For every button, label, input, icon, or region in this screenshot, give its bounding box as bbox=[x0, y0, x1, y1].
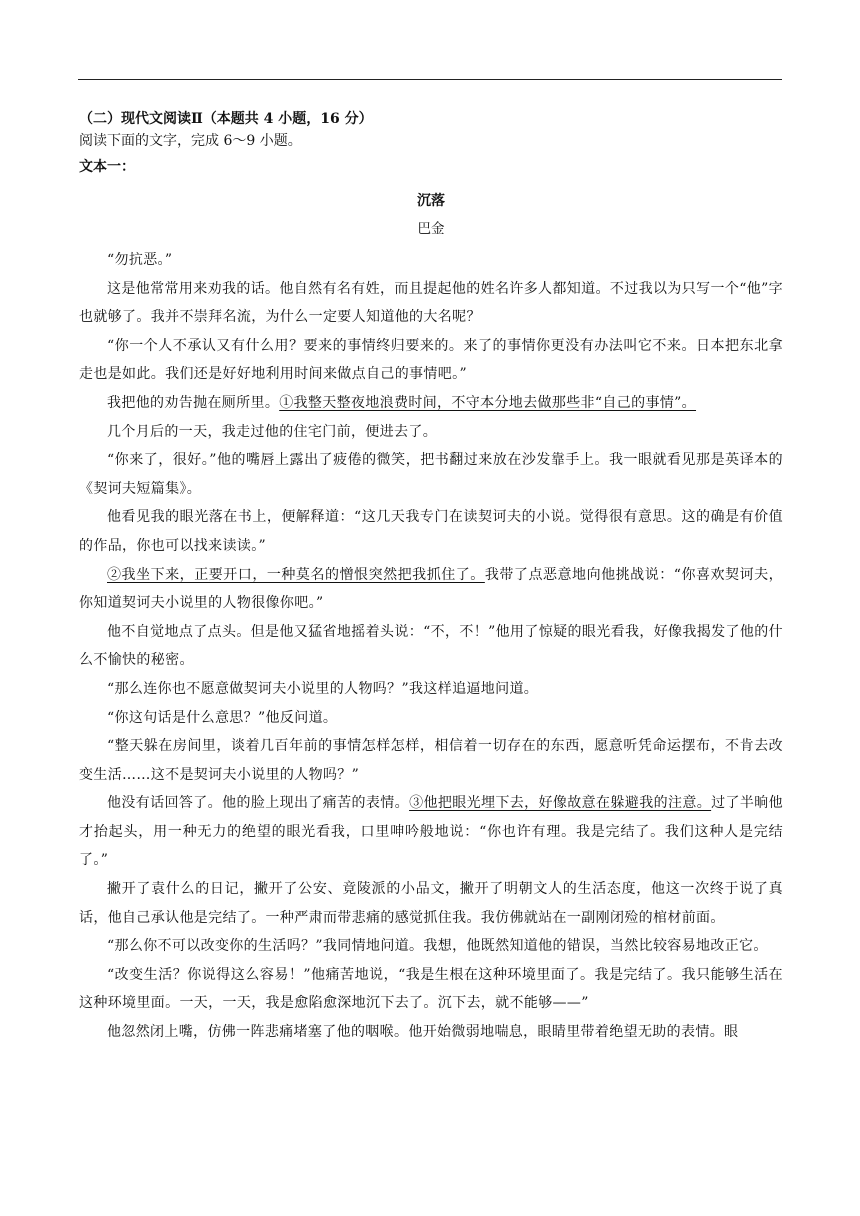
paragraph: “整天躲在房间里，谈着几百年前的事情怎样怎样，相信着一切存在的东西，愿意听凭命运摆布，不肯去改变生活……这不是契诃夫小说里的人物吗？” bbox=[79, 738, 783, 783]
header-rule bbox=[78, 79, 782, 80]
reading-instruction: 阅读下面的文字，完成 6～9 小题。 bbox=[79, 133, 302, 149]
paragraph: 他不自觉地点了点头。但是他又猛省地摇着头说：“不，不！”他用了惊疑的眼光看我，好像我揭发了他的什么不愉快的秘密。 bbox=[79, 623, 783, 669]
paragraph: “你一个人不承认又有什么用？要来的事情终归要来的。来了的事情你更没有办法叫它不来。日本把东北拿走也是如此。我们还是好好地利用时间来做点自己的事情吧。” bbox=[79, 337, 783, 383]
paragraph bbox=[79, 789, 783, 875]
paragraph: “你来了，很好。”他的嘴唇上露出了疲倦的微笑，把书翻过来放在沙发靠手上。我一眼就看见那是英译本的《契诃夫短篇集》。 bbox=[79, 452, 783, 497]
paragraph: 他忽然闭上嘴，仿佛一阵悲痛堵塞了他的咽喉。他开始微弱地喘息，眼睛里带着绝望无助的表情。眼 bbox=[107, 1024, 739, 1041]
page-content bbox=[79, 108, 783, 1047]
paragraph: “你这句话是什么意思？”他反问道。 bbox=[107, 709, 338, 726]
paragraph: 他看见我的眼光落在书上，便解释道：“这几天我专门在读契诃夫的小说。觉得很有意思。这的确是有价值的作品，你也可以找来读读。” bbox=[79, 509, 783, 554]
paragraph: “改变生活？你说得这么容易！”他痛苦地说，“我是生根在这种环境里面了。我是完结了。我只能够生活在这种环境里面。一天，一天，我是愈陷愈深地沉下去了。沉下去，就不能够——” bbox=[79, 966, 783, 1012]
paragraph bbox=[79, 389, 783, 418]
paragraph: “那么你不可以改变你的生活吗？”我同情地问道。我想，他既然知道他的错误，当然比较容易地改正它。 bbox=[107, 938, 768, 955]
paragraph-text: 我带了点恶意地向他挑战说：“你喜欢契诃夫，你知道契诃夫小说里的人物很像你吧。” bbox=[79, 566, 783, 612]
underlined-sentence-1: ①我整天整夜地浪费时间，不守本分地去做那些非“自己的事情”。 bbox=[279, 394, 697, 411]
article-author: 巴金 bbox=[417, 221, 445, 237]
section-heading: （二）现代文阅读Ⅱ（本题共 4 小题，16 分） bbox=[79, 111, 373, 127]
underlined-sentence-3: ③他把眼光埋下去，好像故意在躲避我的注意。 bbox=[409, 795, 712, 812]
paragraph: 撇开了袁什么的日记，撇开了公安、竟陵派的小品文，撇开了明朝文人的生活态度，他这一次终于说了真话，他自己承认他是完结了。一种严肃而带悲痛的感觉抓住我。我仿佛就站在一副刚闭殓的棺材前面。 bbox=[79, 881, 783, 926]
paragraph: 几个月后的一天，我走过他的住宅门前，便进去了。 bbox=[107, 423, 438, 440]
paragraph-text: 我把他的劝告抛在厕所里。 bbox=[107, 394, 280, 411]
text-label: 文本一： bbox=[79, 159, 135, 175]
paragraph: 这是他常常用来劝我的话。他自然有名有姓，而且提起他的姓名许多人都知道。不过我以为只写一个“他”字也就够了。我并不崇拜名流，为什么一定要人知道他的大名呢？ bbox=[79, 280, 783, 326]
underlined-sentence-2: ②我坐下来，正要开口，一种莫名的憎恨突然把我抓住了。 bbox=[107, 566, 485, 583]
article-title: 沉落 bbox=[417, 193, 445, 209]
paragraph-text: 他没有话回答了。他的脸上现出了痛苦的表情。 bbox=[107, 795, 410, 812]
paragraph: “那么连你也不愿意做契诃夫小说里的人物吗？”我这样追逼地问道。 bbox=[107, 680, 539, 697]
paragraph bbox=[79, 561, 783, 618]
paragraph: “勿抗恶。” bbox=[107, 252, 173, 268]
article-body bbox=[79, 246, 783, 1047]
paragraph-text: 过了半晌他才抬起头，用一种无力的绝望的眼光看我，口里呻吟般地说：“你也许有理。我是完结了。我们这种人是完结了。” bbox=[79, 795, 784, 869]
